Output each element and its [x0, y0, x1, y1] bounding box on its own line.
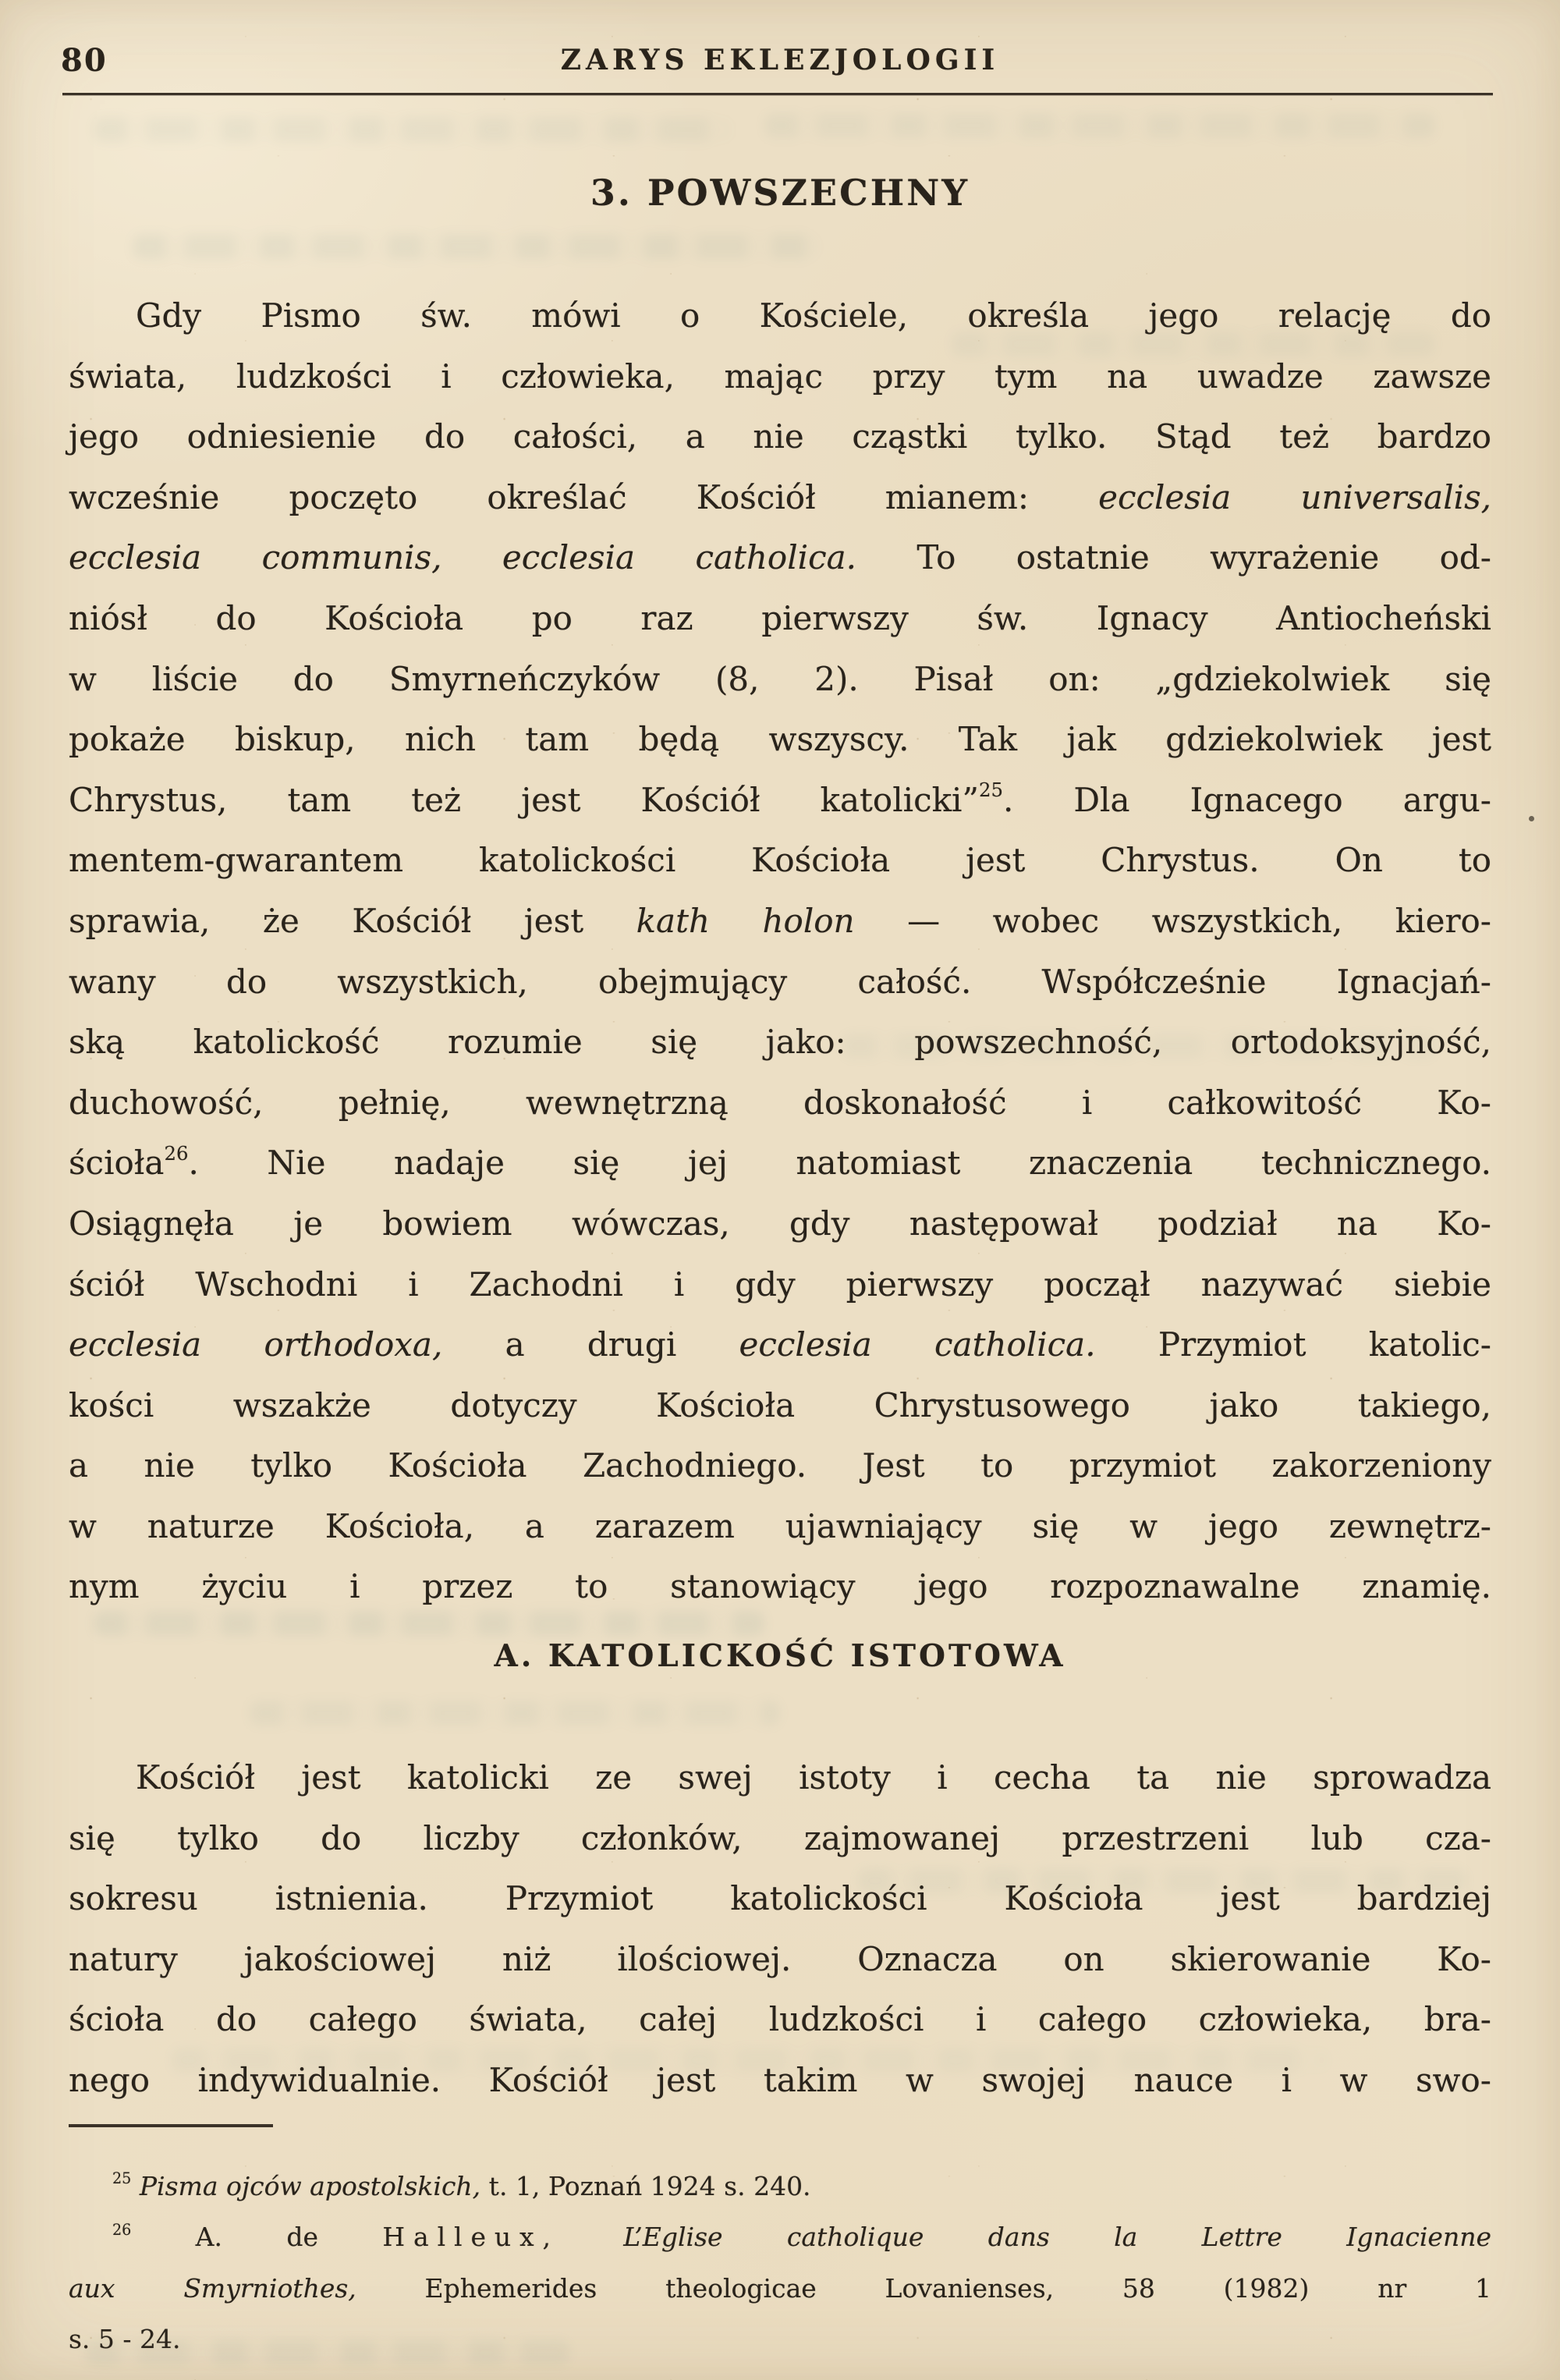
text-line: mentem-gwarantem katolickości Kościoła jest Chrystus. On to	[69, 841, 1491, 880]
bleed-through-ghost	[94, 117, 733, 142]
text-line: ską katolickość rozumie się jako: powszechność, ortodoksyjność,	[69, 1023, 1491, 1062]
text-line: a nie tylko Kościoła Zachodniego. Jest to przymiot zakorzeniony	[69, 1446, 1491, 1485]
text-line: sprawia, że Kościół jest kath holon — wobec wszystkich, kiero-	[69, 901, 1491, 940]
text-line: Kościół jest katolicki ze swej istoty i cecha ta nie sprowadza	[136, 1758, 1491, 1797]
text-line: Osiągnęła je bowiem wówczas, gdy następował podział na Ko-	[69, 1204, 1491, 1243]
text-line: sokresu istnienia. Przymiot katolickości Kościoła jest bardziej	[69, 1879, 1491, 1918]
text-line: $^{26}$ A. de Halleux, L’Eglise catholique dans la Lettre Ignacienne	[112, 2220, 1491, 2253]
ink-speck	[1529, 816, 1534, 821]
text-line: kości wszakże dotyczy Kościoła Chrystusowego jako takiego,	[69, 1385, 1491, 1424]
paragraph	[69, 286, 1491, 1617]
text-line: nego indywidualnie. Kościół jest takim w swojej nauce i w swo-	[69, 2060, 1491, 2099]
section-heading: 3. POWSZECHNY	[590, 172, 970, 214]
text-line: ecclesia communis, ecclesia catholica. To ostatnie wyrażenie od-	[69, 538, 1491, 577]
text-line: wany do wszystkich, obejmujący całość. Współcześnie Ignacjań-	[69, 962, 1491, 1001]
text-line: pokaże biskup, nich tam będą wszyscy. Tak jak gdziekolwiek jest	[69, 720, 1491, 759]
bleed-through-ghost	[133, 234, 819, 259]
text-line: Chrystus, tam też jest Kościół katolicki”$^{25}$. Dla Ignacego argu-	[69, 779, 1491, 819]
text-line: w liście do Smyrneńczyków (8, 2). Pisał on: „gdziekolwiek się	[69, 659, 1491, 698]
text-line: $^{25}$ Pisma ojców apostolskich, t. 1, Poznań 1924 s. 240.	[112, 2169, 811, 2201]
page-number: 80	[61, 42, 108, 79]
text-line: natury jakościowej niż ilościowej. Oznacza on skierowanie Ko-	[69, 1939, 1491, 1978]
bleed-through-ghost	[764, 113, 1435, 138]
running-head: ZARYS EKLEZJOLOGII	[560, 44, 1000, 76]
text-line: ecclesia orthodoxa, a drugi ecclesia catholica. Przymiot katolic-	[69, 1325, 1491, 1364]
paragraph	[69, 1747, 1491, 2111]
text-line: s. 5 - 24.	[69, 2324, 181, 2355]
text-line: duchowość, pełnię, wewnętrzną doskonałość i całkowitość Ko-	[69, 1083, 1491, 1122]
text-line: wcześnie poczęto określać Kościół mianem: ecclesia universalis,	[69, 477, 1491, 516]
text-line: aux Smyrniothes, Ephemerides theologicae Lovanienses, 58 (1982) nr 1	[69, 2272, 1491, 2304]
page-header	[61, 41, 1491, 79]
text-line: świata, ludzkości i człowieka, mając przy tym na uwadze zawsze	[69, 356, 1491, 395]
text-line: nym życiu i przez to stanowiący jego rozpoznawalne znamię.	[69, 1567, 1491, 1606]
text-line: ścioła$^{26}$. Nie nadaje się jej natomiast znaczenia technicznego.	[69, 1141, 1491, 1183]
text-line: w naturze Kościoła, a zarazem ujawniający się w jego zewnętrz-	[69, 1506, 1491, 1545]
header-rule	[62, 93, 1493, 95]
text-line: się tylko do liczby członków, zajmowanej przestrzeni lub cza-	[69, 1818, 1491, 1857]
bleed-through-ghost	[250, 1701, 780, 1726]
subsection-heading: A. KATOLICKOŚĆ ISTOTOWA	[494, 1638, 1066, 1674]
footnotes	[69, 2161, 1491, 2365]
text-line: ściół Wschodni i Zachodni i gdy pierwszy począł nazywać siebie	[69, 1264, 1491, 1304]
text-line: ścioła do całego świata, całej ludzkości i całego człowieka, bra-	[69, 2000, 1491, 2039]
footnote-rule	[69, 2124, 273, 2127]
text-line: niósł do Kościoła po raz pierwszy św. Ignacy Antiocheński	[69, 598, 1491, 637]
text-line: jego odniesienie do całości, a nie cząstki tylko. Stąd też bardzo	[69, 417, 1491, 456]
text-line: Gdy Pismo św. mówi o Kościele, określa jego relację do	[136, 296, 1491, 335]
